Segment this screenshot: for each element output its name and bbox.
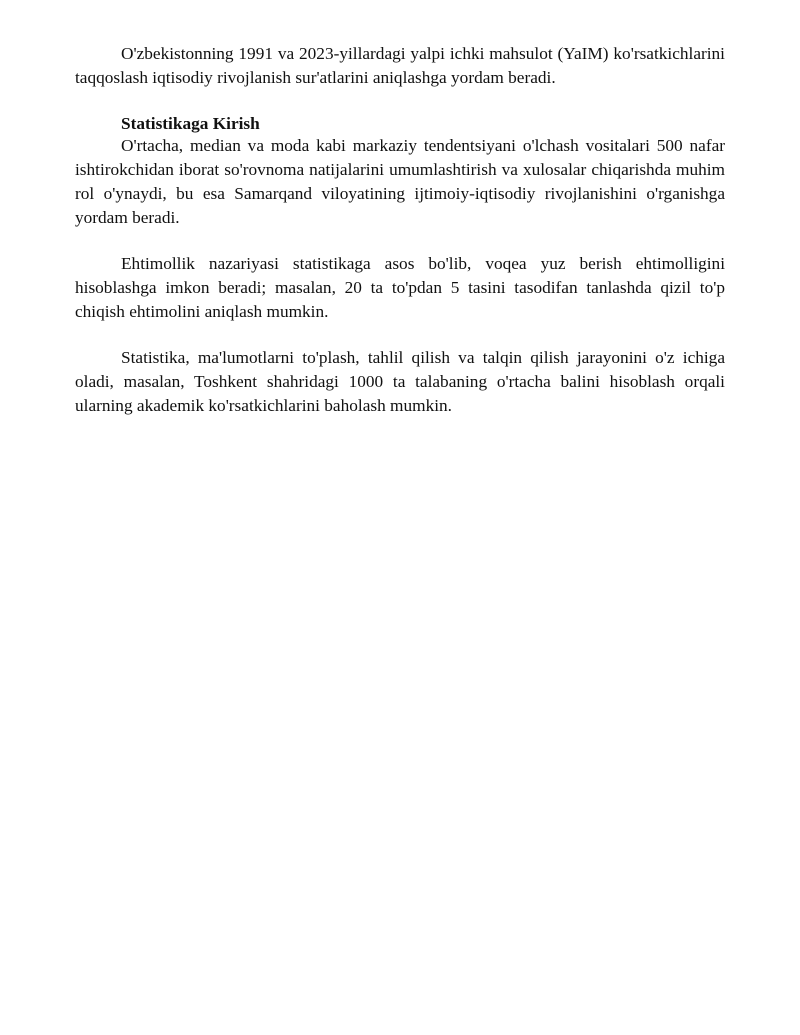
section-heading: Statistikaga Kirish [121, 114, 260, 133]
intro-paragraph: O'zbekistonning 1991 va 2023-yillardagi yalpi ichki mahsulot (YaIM) ko'rsatkichlarini taqqoslash iqtisodiy rivojlanish sur'atlarini aniqlashga yordam beradi. [75, 44, 725, 87]
paragraph-probability: Ehtimollik nazariyasi statistikaga asos bo'lib, voqea yuz berish ehtimolligini hisoblashga imkon beradi; masalan, 20 ta to'pdan 5 tasini tasodifan tanlashda qizil to'p chiqish ehtimolini aniqlash mumkin. [75, 254, 725, 321]
document-body [75, 42, 725, 418]
paragraph-statistics-definition: Statistika, ma'lumotlarni to'plash, tahlil qilish va talqin qilish jarayonini o'z ichiga oladi, masalan, Toshkent shahridagi 1000 ta talabaning o'rtacha balini hisoblash orqali ularning akademik ko'rsatkichlarini baholash mumkin. [75, 348, 725, 415]
paragraph-central-tendency: O'rtacha, median va moda kabi markaziy tendentsiyani o'lchash vositalari 500 nafar ishtirokchidan iborat so'rovnoma natijalarini umumlashtirish va xulosalar chiqarishda muhim rol o'ynaydi, bu esa Samarqand viloyatining ijtimoiy-iqtisodiy rivojlanishini o'rganishga yordam beradi. [75, 136, 725, 227]
